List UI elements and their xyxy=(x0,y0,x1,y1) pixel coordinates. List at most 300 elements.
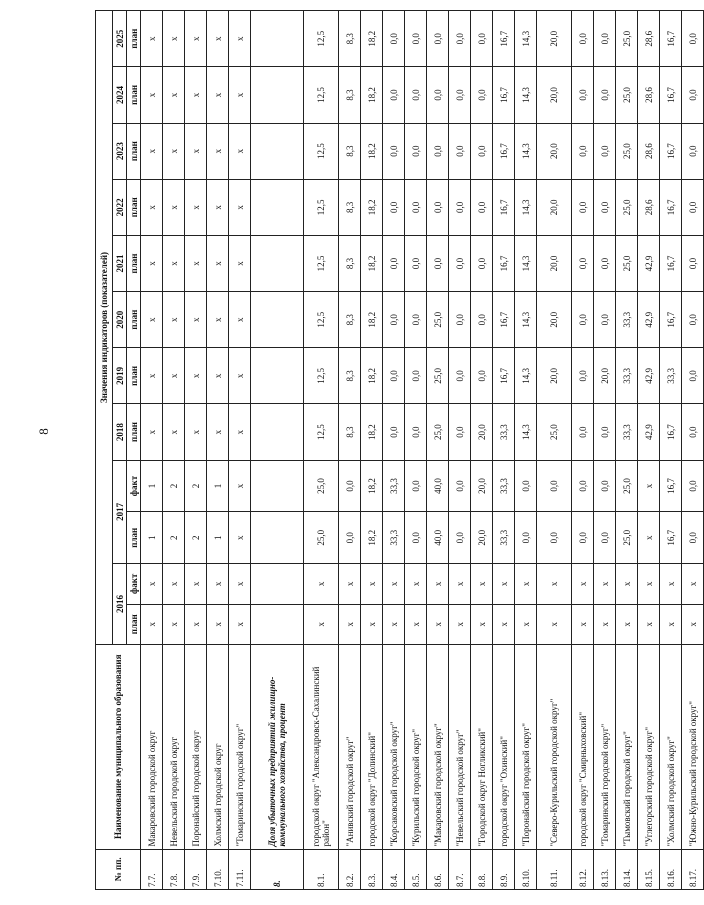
indicator-value: x xyxy=(207,235,229,291)
indicator-value: 0,0 xyxy=(405,292,427,348)
indicator-value: 0,0 xyxy=(405,460,427,512)
indicator-value: x xyxy=(163,604,185,644)
indicator-value: 0,0 xyxy=(471,11,493,67)
indicator-value: x xyxy=(163,348,185,404)
indicator-value: 12,5 xyxy=(304,179,339,235)
row-number: 8.8. xyxy=(471,849,493,889)
municipality-name: городской округ "Александровск-Сахалинский район" xyxy=(304,644,339,849)
indicator-value: x xyxy=(207,404,229,460)
municipality-name: "Корсаковский городской округ" xyxy=(383,644,405,849)
indicator-value: 0,0 xyxy=(572,179,594,235)
indicator-value: x xyxy=(449,604,471,644)
table-row xyxy=(185,11,207,890)
indicator-value: 2 xyxy=(185,460,207,512)
indicator-value: x xyxy=(449,564,471,604)
indicator-value: x xyxy=(638,460,660,512)
indicator-value: x xyxy=(304,564,339,604)
row-number: 8.10. xyxy=(515,849,537,889)
indicator-value: 20,0 xyxy=(471,460,493,512)
header-plan: план xyxy=(127,235,141,291)
indicator-value: 8,3 xyxy=(339,235,361,291)
rotated-table-container xyxy=(95,10,698,890)
indicator-value: x xyxy=(141,348,163,404)
municipality-name: "Анивский городской округ" xyxy=(339,644,361,849)
indicator-value: x xyxy=(185,348,207,404)
indicator-value: 25,0 xyxy=(616,179,638,235)
indicator-value: 16,7 xyxy=(660,460,682,512)
indicator-value: 25,0 xyxy=(616,512,638,564)
indicator-value: x xyxy=(229,564,251,604)
indicator-value: x xyxy=(163,123,185,179)
indicator-value: 0,0 xyxy=(383,179,405,235)
indicator-value: 33,3 xyxy=(616,292,638,348)
indicator-value: 0,0 xyxy=(537,512,572,564)
indicator-value: 1 xyxy=(207,512,229,564)
indicator-value: 0,0 xyxy=(572,292,594,348)
indicator-value xyxy=(251,67,304,123)
indicator-value: x xyxy=(229,348,251,404)
table-row xyxy=(572,11,594,890)
indicator-value: x xyxy=(229,292,251,348)
header-indicators: Значения индикаторов (показателей) xyxy=(96,11,113,645)
indicator-value: 25,0 xyxy=(616,235,638,291)
indicator-value: x xyxy=(163,67,185,123)
indicator-value: x xyxy=(141,292,163,348)
indicator-value: 2 xyxy=(163,460,185,512)
indicator-value: 0,0 xyxy=(515,460,537,512)
indicator-value: 12,5 xyxy=(304,404,339,460)
indicator-value xyxy=(251,512,304,564)
indicator-value: 33,3 xyxy=(383,460,405,512)
indicator-value: 0,0 xyxy=(572,512,594,564)
indicator-value: 0,0 xyxy=(471,67,493,123)
indicator-value: x xyxy=(163,11,185,67)
indicator-value: x xyxy=(207,67,229,123)
header-year-2019: 2019 xyxy=(113,348,127,404)
indicator-value: 16,7 xyxy=(493,348,515,404)
indicator-value: 0,0 xyxy=(449,404,471,460)
header-year-2016: 2016 xyxy=(113,564,127,645)
indicator-value: 0,0 xyxy=(405,235,427,291)
indicator-value: x xyxy=(682,604,704,644)
indicator-value: 33,3 xyxy=(493,404,515,460)
indicator-value: 18,2 xyxy=(361,348,383,404)
indicator-value: 18,2 xyxy=(361,179,383,235)
indicators-table xyxy=(95,10,704,890)
indicator-value: x xyxy=(493,564,515,604)
indicator-value: 33,3 xyxy=(616,348,638,404)
municipality-name: "Холмский городской округ" xyxy=(660,644,682,849)
indicator-value: 8,3 xyxy=(339,67,361,123)
indicator-value: 25,0 xyxy=(427,404,449,460)
indicator-value xyxy=(251,404,304,460)
indicator-value: 14,3 xyxy=(515,404,537,460)
indicator-value: x xyxy=(515,564,537,604)
indicator-value: x xyxy=(207,564,229,604)
indicator-value: x xyxy=(141,235,163,291)
table-row xyxy=(163,11,185,890)
row-number: 8.12. xyxy=(572,849,594,889)
indicator-value: 18,2 xyxy=(361,404,383,460)
row-number: 8.6. xyxy=(427,849,449,889)
indicator-value: x xyxy=(141,11,163,67)
header-year-2018: 2018 xyxy=(113,404,127,460)
indicator-value: x xyxy=(141,564,163,604)
indicator-value: 16,7 xyxy=(660,11,682,67)
indicator-value: x xyxy=(229,460,251,512)
indicator-value: 14,3 xyxy=(515,348,537,404)
indicator-value: x xyxy=(638,512,660,564)
header-plan: план xyxy=(127,292,141,348)
indicator-value: 0,0 xyxy=(594,404,616,460)
indicator-value: 0,0 xyxy=(682,67,704,123)
indicator-value: x xyxy=(207,123,229,179)
table-row xyxy=(383,11,405,890)
indicator-value: 0,0 xyxy=(383,67,405,123)
row-number: 8.17. xyxy=(682,849,704,889)
municipality-name: "Курильский городской округ" xyxy=(405,644,427,849)
municipality-name: "Углегорский городской округ" xyxy=(638,644,660,849)
indicator-value: 0,0 xyxy=(594,67,616,123)
indicator-value: x xyxy=(185,67,207,123)
indicator-value: 18,2 xyxy=(361,512,383,564)
indicator-value: x xyxy=(537,564,572,604)
indicator-value: 0,0 xyxy=(682,512,704,564)
indicator-value: x xyxy=(405,564,427,604)
row-number: 8.14. xyxy=(616,849,638,889)
indicator-value: 0,0 xyxy=(405,179,427,235)
indicator-value: 12,5 xyxy=(304,235,339,291)
indicator-value: 8,3 xyxy=(339,11,361,67)
indicator-value: 20,0 xyxy=(537,235,572,291)
row-number: 8.4. xyxy=(383,849,405,889)
row-number: 8.16. xyxy=(660,849,682,889)
indicator-value: 33,3 xyxy=(383,512,405,564)
indicator-value: 20,0 xyxy=(537,67,572,123)
header-fact: факт xyxy=(127,460,141,512)
indicator-value: 28,6 xyxy=(638,67,660,123)
table-row xyxy=(229,11,251,890)
indicator-value: x xyxy=(616,564,638,604)
table-row xyxy=(537,11,572,890)
indicator-value: 1 xyxy=(207,460,229,512)
indicator-value: 33,3 xyxy=(493,512,515,564)
indicator-value: 0,0 xyxy=(339,512,361,564)
indicator-value: 28,6 xyxy=(638,11,660,67)
indicator-value xyxy=(251,235,304,291)
indicator-value: 0,0 xyxy=(449,11,471,67)
indicator-value: x xyxy=(229,404,251,460)
indicator-value: 25,0 xyxy=(616,460,638,512)
indicator-value: x xyxy=(229,512,251,564)
indicator-value: 0,0 xyxy=(572,123,594,179)
indicator-value: x xyxy=(405,604,427,644)
municipality-name: "Поронайский городской округ" xyxy=(515,644,537,849)
indicator-value: 0,0 xyxy=(427,67,449,123)
row-number: 8.13. xyxy=(594,849,616,889)
indicator-value: 0,0 xyxy=(405,404,427,460)
indicator-value: x xyxy=(141,604,163,644)
indicator-value: 0,0 xyxy=(449,235,471,291)
indicator-value: x xyxy=(638,564,660,604)
indicator-value: 16,7 xyxy=(493,11,515,67)
indicator-value: x xyxy=(229,11,251,67)
indicator-value: 0,0 xyxy=(405,512,427,564)
indicator-value: 42,9 xyxy=(638,348,660,404)
indicator-value: 20,0 xyxy=(594,348,616,404)
indicator-value: x xyxy=(141,67,163,123)
indicator-value: 0,0 xyxy=(572,67,594,123)
indicator-value xyxy=(251,564,304,604)
indicator-value: x xyxy=(229,604,251,644)
indicator-value: x xyxy=(361,604,383,644)
municipality-name: "Невельский городской округ" xyxy=(449,644,471,849)
indicator-value: 42,9 xyxy=(638,404,660,460)
indicator-value xyxy=(251,604,304,644)
indicator-value: 0,0 xyxy=(572,348,594,404)
indicator-value: 0,0 xyxy=(427,179,449,235)
indicator-value: 0,0 xyxy=(594,123,616,179)
table-row xyxy=(616,11,638,890)
indicator-value: x xyxy=(229,123,251,179)
indicator-value: x xyxy=(185,292,207,348)
indicator-value: 0,0 xyxy=(383,292,405,348)
table-row xyxy=(251,11,304,890)
header-year-2017: 2017 xyxy=(113,460,127,563)
indicator-value: 0,0 xyxy=(427,235,449,291)
indicator-value: x xyxy=(141,404,163,460)
indicator-value: x xyxy=(185,404,207,460)
table-header xyxy=(96,11,141,890)
row-number: 8.11. xyxy=(537,849,572,889)
indicator-value: x xyxy=(427,564,449,604)
table-row xyxy=(427,11,449,890)
indicator-value: 0,0 xyxy=(383,11,405,67)
row-number: 7.8. xyxy=(163,849,185,889)
indicator-value: x xyxy=(163,235,185,291)
table-row xyxy=(493,11,515,890)
municipality-name: городской округ "Охинский" xyxy=(493,644,515,849)
indicator-value: 0,0 xyxy=(383,404,405,460)
indicator-value xyxy=(251,179,304,235)
indicator-value: 25,0 xyxy=(304,460,339,512)
indicator-value: 40,0 xyxy=(427,512,449,564)
indicator-value: 28,6 xyxy=(638,123,660,179)
indicator-value: 0,0 xyxy=(682,348,704,404)
indicator-value: 16,7 xyxy=(660,512,682,564)
indicator-value: 0,0 xyxy=(572,11,594,67)
indicator-value: 0,0 xyxy=(682,292,704,348)
indicator-value: 18,2 xyxy=(361,460,383,512)
indicator-value: 0,0 xyxy=(682,123,704,179)
indicator-value: 0,0 xyxy=(449,123,471,179)
table-row xyxy=(515,11,537,890)
table-row xyxy=(471,11,493,890)
indicator-value: 0,0 xyxy=(449,67,471,123)
indicator-value: x xyxy=(594,604,616,644)
indicator-value: 25,0 xyxy=(304,512,339,564)
indicator-value: x xyxy=(185,179,207,235)
indicator-value: x xyxy=(304,604,339,644)
indicator-value: 0,0 xyxy=(682,404,704,460)
indicator-value: 42,9 xyxy=(638,292,660,348)
header-plan: план xyxy=(127,123,141,179)
header-plan: план xyxy=(127,404,141,460)
indicator-value: 20,0 xyxy=(537,11,572,67)
indicator-value: 0,0 xyxy=(449,460,471,512)
indicator-value: 25,0 xyxy=(427,292,449,348)
indicator-value: 0,0 xyxy=(471,292,493,348)
indicator-value: 8,3 xyxy=(339,179,361,235)
indicator-value: 25,0 xyxy=(616,67,638,123)
municipality-name: "Городской округ Ногликский" xyxy=(471,644,493,849)
indicator-value: x xyxy=(682,564,704,604)
indicator-value: 12,5 xyxy=(304,11,339,67)
table-row xyxy=(405,11,427,890)
indicator-value: 0,0 xyxy=(449,348,471,404)
indicator-value: 12,5 xyxy=(304,292,339,348)
indicator-value: 12,5 xyxy=(304,67,339,123)
table-row xyxy=(207,11,229,890)
indicator-value: 18,2 xyxy=(361,67,383,123)
indicator-value: 0,0 xyxy=(515,512,537,564)
row-number: 8.3. xyxy=(361,849,383,889)
indicator-value: 8,3 xyxy=(339,404,361,460)
indicator-value: 0,0 xyxy=(594,512,616,564)
indicator-value: 12,5 xyxy=(304,348,339,404)
indicator-value: 20,0 xyxy=(537,123,572,179)
indicator-value xyxy=(251,123,304,179)
indicator-value: x xyxy=(616,604,638,644)
indicator-value: 0,0 xyxy=(537,460,572,512)
indicator-value: 16,7 xyxy=(493,292,515,348)
indicator-value: 14,3 xyxy=(515,123,537,179)
indicator-value: x xyxy=(572,604,594,644)
indicator-value xyxy=(251,348,304,404)
table-row xyxy=(141,11,163,890)
indicator-value: 0,0 xyxy=(427,123,449,179)
indicator-value: 0,0 xyxy=(682,179,704,235)
indicator-value: x xyxy=(493,604,515,644)
indicator-value: 2 xyxy=(185,512,207,564)
header-fact: факт xyxy=(127,564,141,604)
indicator-value: x xyxy=(361,564,383,604)
indicator-value: x xyxy=(163,292,185,348)
row-number: 8.2. xyxy=(339,849,361,889)
row-number: 7.9. xyxy=(185,849,207,889)
municipality-name: "Макаровский городской округ" xyxy=(427,644,449,849)
indicator-value: 0,0 xyxy=(471,348,493,404)
indicator-value: x xyxy=(207,11,229,67)
indicator-value: x xyxy=(515,604,537,644)
indicator-value: 20,0 xyxy=(471,512,493,564)
indicator-value: 0,0 xyxy=(449,179,471,235)
municipality-name: Невельский городской округ xyxy=(163,644,185,849)
indicator-value: x xyxy=(229,235,251,291)
indicator-value: 0,0 xyxy=(471,179,493,235)
indicator-value: x xyxy=(185,123,207,179)
header-year-2023: 2023 xyxy=(113,123,127,179)
indicator-value: 25,0 xyxy=(427,348,449,404)
municipality-name: "Северо-Курильский городской округ" xyxy=(537,644,572,849)
indicator-value: 0,0 xyxy=(405,67,427,123)
indicator-value: x xyxy=(207,179,229,235)
indicator-value: 20,0 xyxy=(537,179,572,235)
indicator-value: 0,0 xyxy=(594,292,616,348)
indicator-value: 12,5 xyxy=(304,123,339,179)
indicator-value: 1 xyxy=(141,512,163,564)
indicator-value: 8,3 xyxy=(339,348,361,404)
indicator-value: 16,7 xyxy=(660,292,682,348)
municipality-name: городской округ "Долинский" xyxy=(361,644,383,849)
row-number: 7.10. xyxy=(207,849,229,889)
indicator-value: 1 xyxy=(141,460,163,512)
indicator-value: 20,0 xyxy=(537,348,572,404)
indicator-value: 20,0 xyxy=(471,404,493,460)
indicator-value: x xyxy=(660,564,682,604)
header-plan: план xyxy=(127,179,141,235)
indicator-value: x xyxy=(207,348,229,404)
indicator-value: 0,0 xyxy=(427,11,449,67)
table-row xyxy=(682,11,704,890)
municipality-name: "Томаринский городской округ" xyxy=(594,644,616,849)
table-row xyxy=(361,11,383,890)
header-year-2020: 2020 xyxy=(113,292,127,348)
municipality-name: "Томаринский городской округ" xyxy=(229,644,251,849)
header-plan: план xyxy=(127,512,141,564)
indicator-value: x xyxy=(339,564,361,604)
indicator-value: 16,7 xyxy=(493,235,515,291)
indicator-value: x xyxy=(427,604,449,644)
indicator-value: 0,0 xyxy=(383,348,405,404)
indicator-value: x xyxy=(163,564,185,604)
municipality-name: Доля убыточных предприятий жилищно-коммунального хозяйства, процент xyxy=(251,644,304,849)
indicator-value: 0,0 xyxy=(383,235,405,291)
header-plan: план xyxy=(127,11,141,67)
indicator-value: x xyxy=(638,604,660,644)
indicator-value: x xyxy=(383,604,405,644)
indicator-value: x xyxy=(163,179,185,235)
indicator-value: 25,0 xyxy=(616,11,638,67)
indicator-value: x xyxy=(471,604,493,644)
indicator-value: x xyxy=(185,604,207,644)
table-row xyxy=(339,11,361,890)
indicator-value: x xyxy=(185,235,207,291)
indicator-value: 14,3 xyxy=(515,235,537,291)
indicator-value: 40,0 xyxy=(427,460,449,512)
indicator-value: 16,7 xyxy=(660,67,682,123)
municipality-name: Поронайский городской округ xyxy=(185,644,207,849)
indicator-value: 0,0 xyxy=(682,11,704,67)
table-body xyxy=(141,11,704,890)
header-name: Наименование муниципального образования xyxy=(96,644,141,849)
indicator-value: 20,0 xyxy=(537,292,572,348)
indicator-value: 2 xyxy=(163,512,185,564)
indicator-value: 16,7 xyxy=(660,404,682,460)
municipality-name: "Тымовский городской округ" xyxy=(616,644,638,849)
row-number: 8.1. xyxy=(304,849,339,889)
indicator-value: 0,0 xyxy=(572,235,594,291)
indicator-value: 18,2 xyxy=(361,235,383,291)
indicator-value: 0,0 xyxy=(383,123,405,179)
indicator-value: x xyxy=(207,604,229,644)
indicator-value xyxy=(251,292,304,348)
municipality-name: Холмский городской округ xyxy=(207,644,229,849)
indicator-value xyxy=(251,460,304,512)
page-number: 8 xyxy=(35,428,51,435)
indicator-value: 0,0 xyxy=(449,292,471,348)
municipality-name: "Южно-Курильский городской округ" xyxy=(682,644,704,849)
